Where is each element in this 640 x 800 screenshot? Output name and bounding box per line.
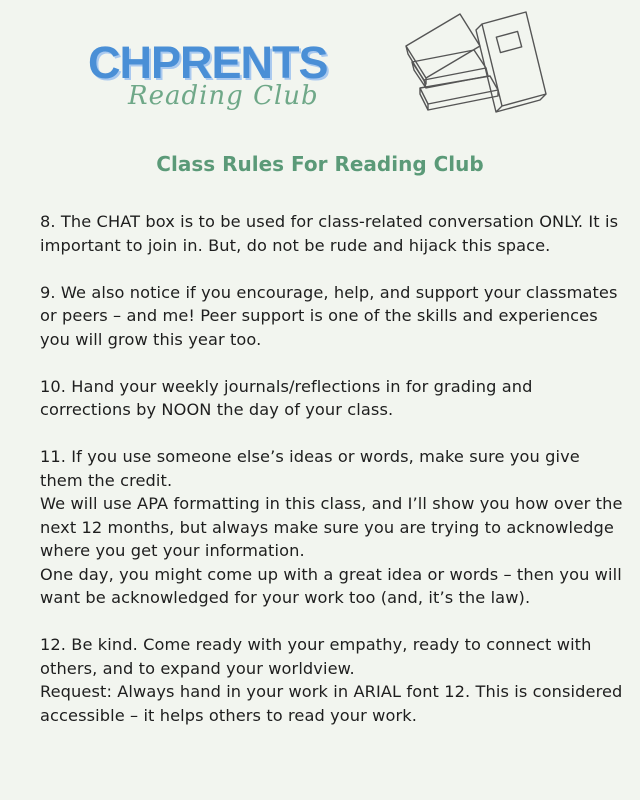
- rule-paragraph: 8. The CHAT box is to be used for class-related conversation ONLY. It is important to join in. But, do not be rude and hijack this space.: [40, 212, 619, 255]
- rule-paragraph: One day, you might come up with a great idea or words – then you will want be acknowledged for your work too (and, it’s the law).: [40, 564, 622, 607]
- logo-brand: CHPRENTS: [88, 37, 328, 88]
- page-title: Class Rules For Reading Club: [156, 152, 484, 176]
- logo-subtitle: Reading Club: [128, 81, 319, 111]
- books-stack-icon: [398, 6, 548, 121]
- rule-8: [40, 210, 625, 257]
- rule-12: [40, 633, 625, 727]
- rule-paragraph: Request: Always hand in your work in ARIAL font 12. This is considered accessible – it helps others to read your work.: [40, 682, 623, 725]
- rule-10: [40, 375, 625, 422]
- rule-11: [40, 445, 625, 610]
- rule-paragraph: 12. Be kind. Come ready with your empathy, ready to connect with others, and to expand your worldview.: [40, 635, 592, 678]
- rule-paragraph: 10. Hand your weekly journals/reflections in for grading and corrections by NOON the day of your class.: [40, 376, 533, 419]
- rule-9: [40, 281, 625, 352]
- rule-paragraph: 11. If you use someone else’s ideas or words, make sure you give them the credit.: [40, 447, 580, 490]
- rule-paragraph: We will use APA formatting in this class, and I’ll show you how over the next 12 months, but always make sure you are trying to acknowledge where you get your information.: [40, 494, 623, 560]
- rules-list: [40, 210, 625, 751]
- rule-paragraph: 9. We also notice if you encourage, help, and support your classmates or peers – and me! Peer support is one of the skills and experiences you will grow this year too.: [40, 282, 618, 349]
